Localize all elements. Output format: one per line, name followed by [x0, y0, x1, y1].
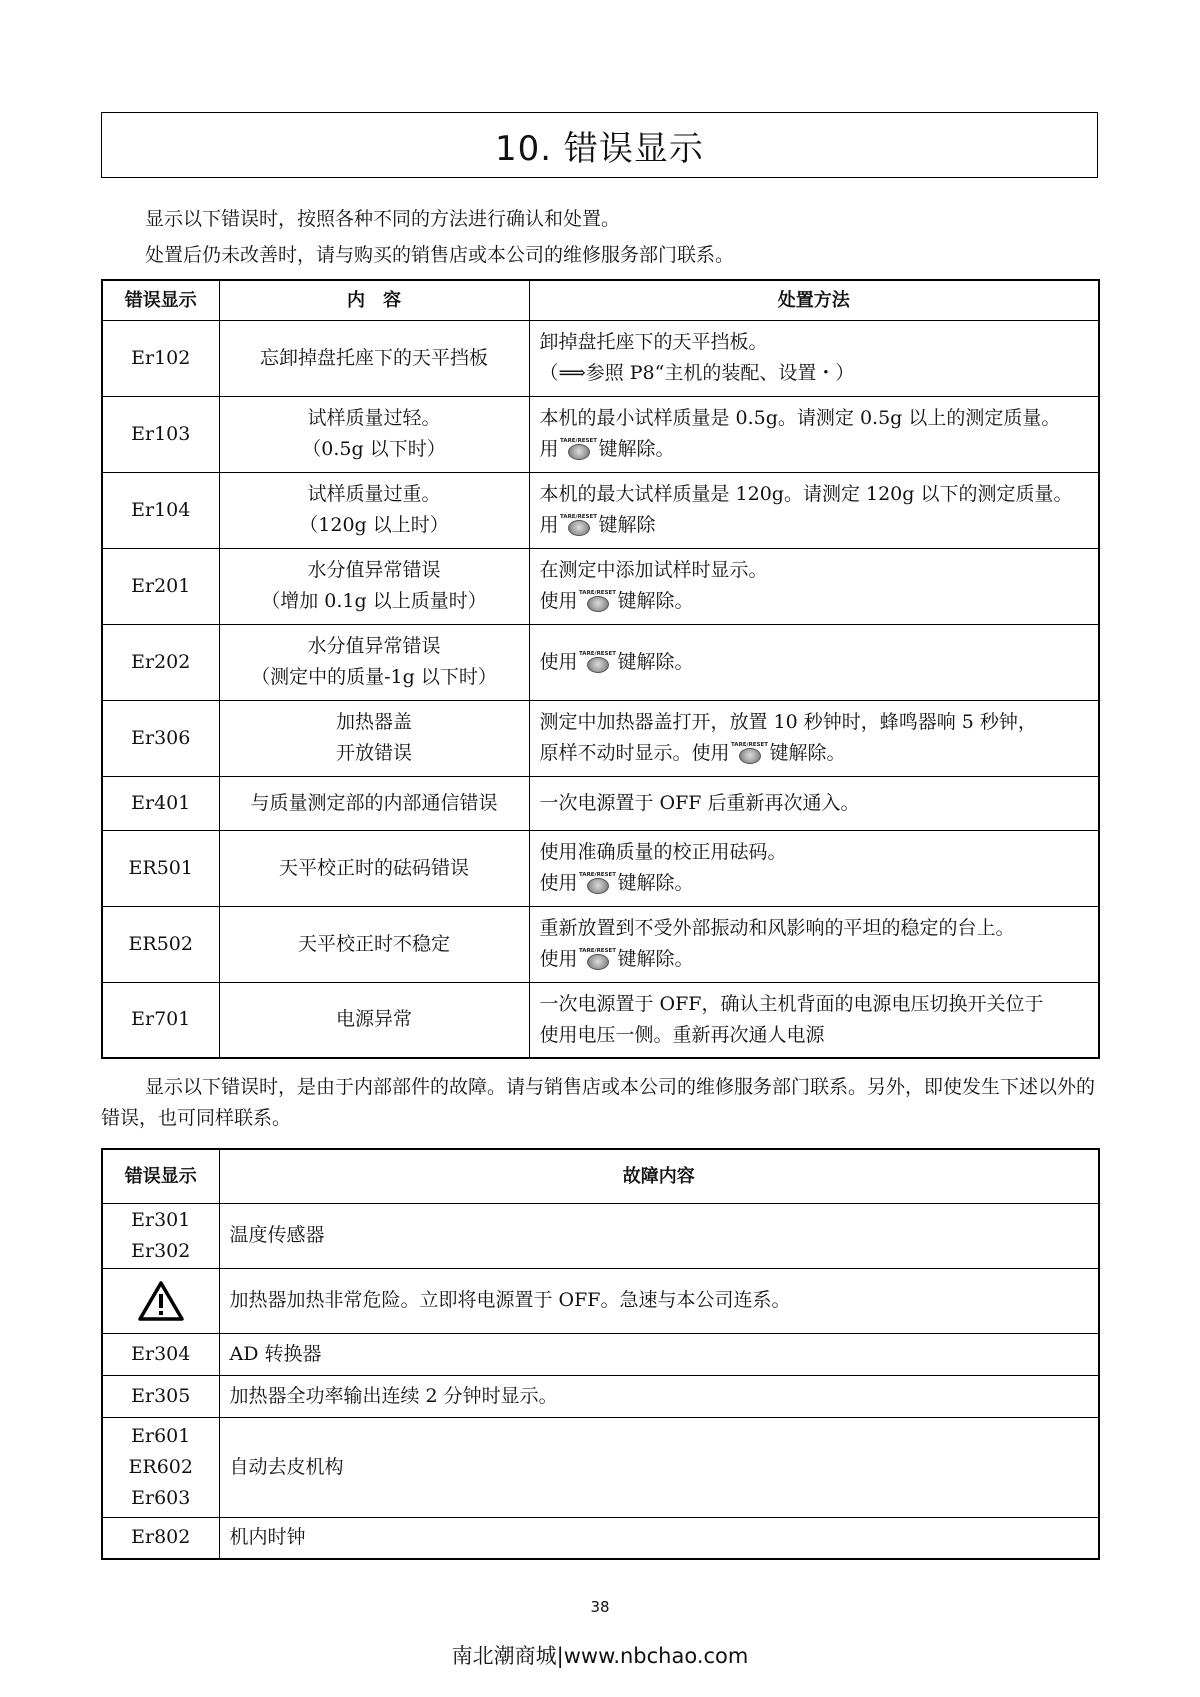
fault-description: 自动去皮机构 — [219, 1417, 1099, 1517]
tare-reset-label: TARE/RESET — [578, 590, 617, 596]
content-line: 天平校正时不稳定 — [297, 932, 450, 955]
tare-reset-knob — [587, 657, 609, 673]
error-action — [529, 548, 1099, 624]
content-line: （120g 以上时） — [299, 514, 449, 536]
table-row — [102, 624, 1099, 700]
error-action — [529, 396, 1099, 472]
error-content — [219, 700, 529, 776]
table-row — [102, 906, 1099, 982]
table-row — [102, 982, 1099, 1058]
header-error-display: 错误显示 — [102, 1149, 219, 1203]
fault-description: 加热器加热非常危险。立即将电源置于 OFF。急速与本公司连系。 — [219, 1268, 1099, 1333]
error-table — [101, 279, 1100, 1059]
error-code: Er104 — [102, 472, 219, 548]
action-line: 本机的最小试样质量是 0.5g。请测定 0.5g 以上的测定质量。 — [539, 407, 1061, 429]
error-code: ER501 — [102, 830, 219, 906]
action-line: （⟹参照 P8“主机的装配、设置・） — [539, 362, 855, 384]
error-content — [219, 472, 529, 548]
table-row — [102, 548, 1099, 624]
intro-line-1: 显示以下错误时，按照各种不同的方法进行确认和处置。 — [145, 208, 621, 230]
tare-reset-knob — [587, 596, 609, 612]
error-action — [529, 776, 1099, 830]
error-content — [219, 548, 529, 624]
tare-reset-knob — [739, 748, 761, 764]
page-number: 38 — [590, 1598, 610, 1616]
action-text: 键解除。 — [617, 872, 694, 894]
action-text: 键解除。 — [769, 742, 846, 764]
content-line: 与质量测定部的内部通信错误 — [250, 791, 498, 814]
tare-reset-knob — [568, 444, 590, 460]
table-row — [102, 1203, 1099, 1268]
header-action: 处置方法 — [529, 280, 1099, 320]
code-line: Er305 — [131, 1384, 191, 1407]
content-line: （测定中的质量-1g 以下时） — [251, 666, 497, 688]
error-action — [529, 906, 1099, 982]
action-text: 键解除 — [598, 514, 656, 536]
error-code — [102, 1375, 219, 1417]
error-code: Er306 — [102, 700, 219, 776]
action-line: 重新放置到不受外部振动和风影响的平坦的稳定的台上。 — [539, 917, 1015, 939]
code-line: ER602 — [128, 1455, 193, 1478]
error-action — [529, 472, 1099, 548]
content-line: 加热器盖 — [335, 711, 412, 733]
tare-reset-label: TARE/RESET — [578, 948, 617, 954]
table-row — [102, 700, 1099, 776]
table-row — [102, 830, 1099, 906]
error-code — [102, 1203, 219, 1268]
hardware-error-paragraph: 显示以下错误时，是由于内部部件的故障。请与销售店或本公司的维修服务部门联系。另外，即使发生下述以外的错误，也可同样联系。 — [101, 1076, 1096, 1129]
action-text: 用 — [539, 514, 559, 536]
action-text: 使用 — [539, 948, 578, 970]
tare-reset-label: TARE/RESET — [578, 872, 617, 878]
error-content — [219, 776, 529, 830]
action-line — [540, 586, 1089, 617]
tare-reset-knob — [568, 520, 590, 536]
error-code: Er401 — [102, 776, 219, 830]
content-line: （0.5g 以下时） — [302, 438, 446, 460]
action-text: 使用 — [539, 872, 578, 894]
error-action — [529, 320, 1099, 396]
content-line: 水分值异常错误 — [307, 635, 441, 657]
error-content — [219, 982, 529, 1058]
error-action — [529, 830, 1099, 906]
warning-icon — [137, 1280, 185, 1322]
content-line: 天平校正时的砝码错误 — [278, 856, 469, 879]
tare-reset-key-icon — [579, 872, 617, 896]
error-code — [102, 1517, 219, 1559]
error-content — [219, 830, 529, 906]
action-text: 用 — [539, 438, 559, 460]
error-content — [219, 624, 529, 700]
content-line: 水分值异常错误 — [307, 559, 441, 581]
action-text: 使用 — [539, 650, 578, 673]
tare-reset-label: TARE/RESET — [730, 742, 769, 748]
table-row — [102, 1417, 1099, 1517]
tare-reset-key-icon — [560, 438, 598, 462]
error-action — [529, 624, 1099, 700]
header-fault-content: 故障内容 — [219, 1149, 1099, 1203]
table-row — [102, 1333, 1099, 1375]
footer-site[interactable]: 南北潮商城|www.nbchao.com — [451, 1644, 749, 1668]
tare-reset-knob — [587, 954, 609, 970]
action-line — [540, 647, 1089, 678]
action-line: 使用准确质量的校正用砝码。 — [539, 841, 787, 863]
hardware-error-table — [101, 1148, 1100, 1560]
content-line: 开放错误 — [335, 742, 412, 764]
code-line: Er304 — [131, 1342, 191, 1365]
action-line — [540, 738, 1089, 769]
intro-line-2: 处置后仍未改善时，请与购买的销售店或本公司的维修服务部门联系。 — [145, 244, 735, 266]
action-line: 测定中加热器盖打开，放置 10 秒钟时，蜂鸣器响 5 秒钟， — [539, 711, 1037, 733]
code-line: Er802 — [131, 1526, 191, 1549]
tare-reset-key-icon — [731, 742, 769, 766]
code-line: Er603 — [131, 1486, 191, 1509]
table-row — [102, 1517, 1099, 1559]
table-row — [102, 776, 1099, 830]
content-line: （增加 0.1g 以上质量时） — [261, 590, 487, 612]
action-text: 键解除。 — [598, 438, 675, 460]
error-code — [102, 1333, 219, 1375]
action-line: 在测定中添加试样时显示。 — [539, 559, 768, 581]
error-action — [529, 982, 1099, 1058]
content-line: 忘卸掉盘托座下的天平挡板 — [259, 346, 488, 369]
error-code — [102, 1417, 219, 1517]
header-content: 内 容 — [219, 280, 529, 320]
section-title: 10. 错误显示 — [101, 112, 1098, 178]
action-line: 一次电源置于 OFF 后重新再次通入。 — [539, 791, 860, 814]
error-code: ER502 — [102, 906, 219, 982]
action-line — [540, 434, 1089, 465]
fault-description: 机内时钟 — [219, 1517, 1099, 1559]
code-line: Er301 — [131, 1208, 191, 1231]
tare-reset-knob — [587, 878, 609, 894]
action-text: 键解除。 — [617, 650, 694, 673]
header-error-display: 错误显示 — [102, 280, 219, 320]
error-content — [219, 906, 529, 982]
action-line: 卸掉盘托座下的天平挡板。 — [539, 331, 768, 353]
fault-description: 加热器全功率输出连续 2 分钟时显示。 — [219, 1375, 1099, 1417]
action-line — [540, 944, 1089, 975]
action-text: 使用 — [539, 590, 578, 612]
table-row — [102, 1268, 1099, 1333]
error-code: Er103 — [102, 396, 219, 472]
fault-description: 温度传感器 — [219, 1203, 1099, 1268]
action-line — [540, 510, 1089, 541]
table-row — [102, 1375, 1099, 1417]
error-code: Er201 — [102, 548, 219, 624]
tare-reset-label: TARE/RESET — [578, 650, 617, 657]
action-text: 键解除。 — [617, 590, 694, 612]
error-code: Er102 — [102, 320, 219, 396]
action-text: 原样不动时显示。使用 — [539, 742, 730, 764]
error-code — [102, 1268, 219, 1333]
table-row — [102, 320, 1099, 396]
action-line: 使用电压一侧。重新再次通人电源 — [539, 1023, 825, 1046]
content-line: 试样质量过重。 — [307, 483, 441, 505]
content-line: 电源异常 — [335, 1008, 412, 1031]
tare-reset-key-icon — [579, 651, 617, 675]
table-row — [102, 396, 1099, 472]
error-action — [529, 700, 1099, 776]
error-code: Er701 — [102, 982, 219, 1058]
table-row — [102, 472, 1099, 548]
tare-reset-label: TARE/RESET — [559, 438, 598, 444]
action-line — [540, 868, 1089, 899]
tare-reset-label: TARE/RESET — [559, 514, 598, 520]
fault-description: AD 转换器 — [219, 1333, 1099, 1375]
code-line: Er601 — [131, 1424, 191, 1447]
code-line: Er302 — [131, 1239, 191, 1262]
tare-reset-key-icon — [560, 514, 598, 538]
error-code: Er202 — [102, 624, 219, 700]
error-content — [219, 396, 529, 472]
content-line: 试样质量过轻。 — [307, 407, 441, 429]
tare-reset-key-icon — [579, 590, 617, 614]
tare-reset-key-icon — [579, 948, 617, 972]
action-line: 一次电源置于 OFF，确认主机背面的电源电压切换开关位于 — [539, 992, 1044, 1015]
error-content — [219, 320, 529, 396]
action-text: 键解除。 — [617, 948, 694, 970]
action-line: 本机的最大试样质量是 120g。请测定 120g 以下的测定质量。 — [539, 483, 1073, 505]
